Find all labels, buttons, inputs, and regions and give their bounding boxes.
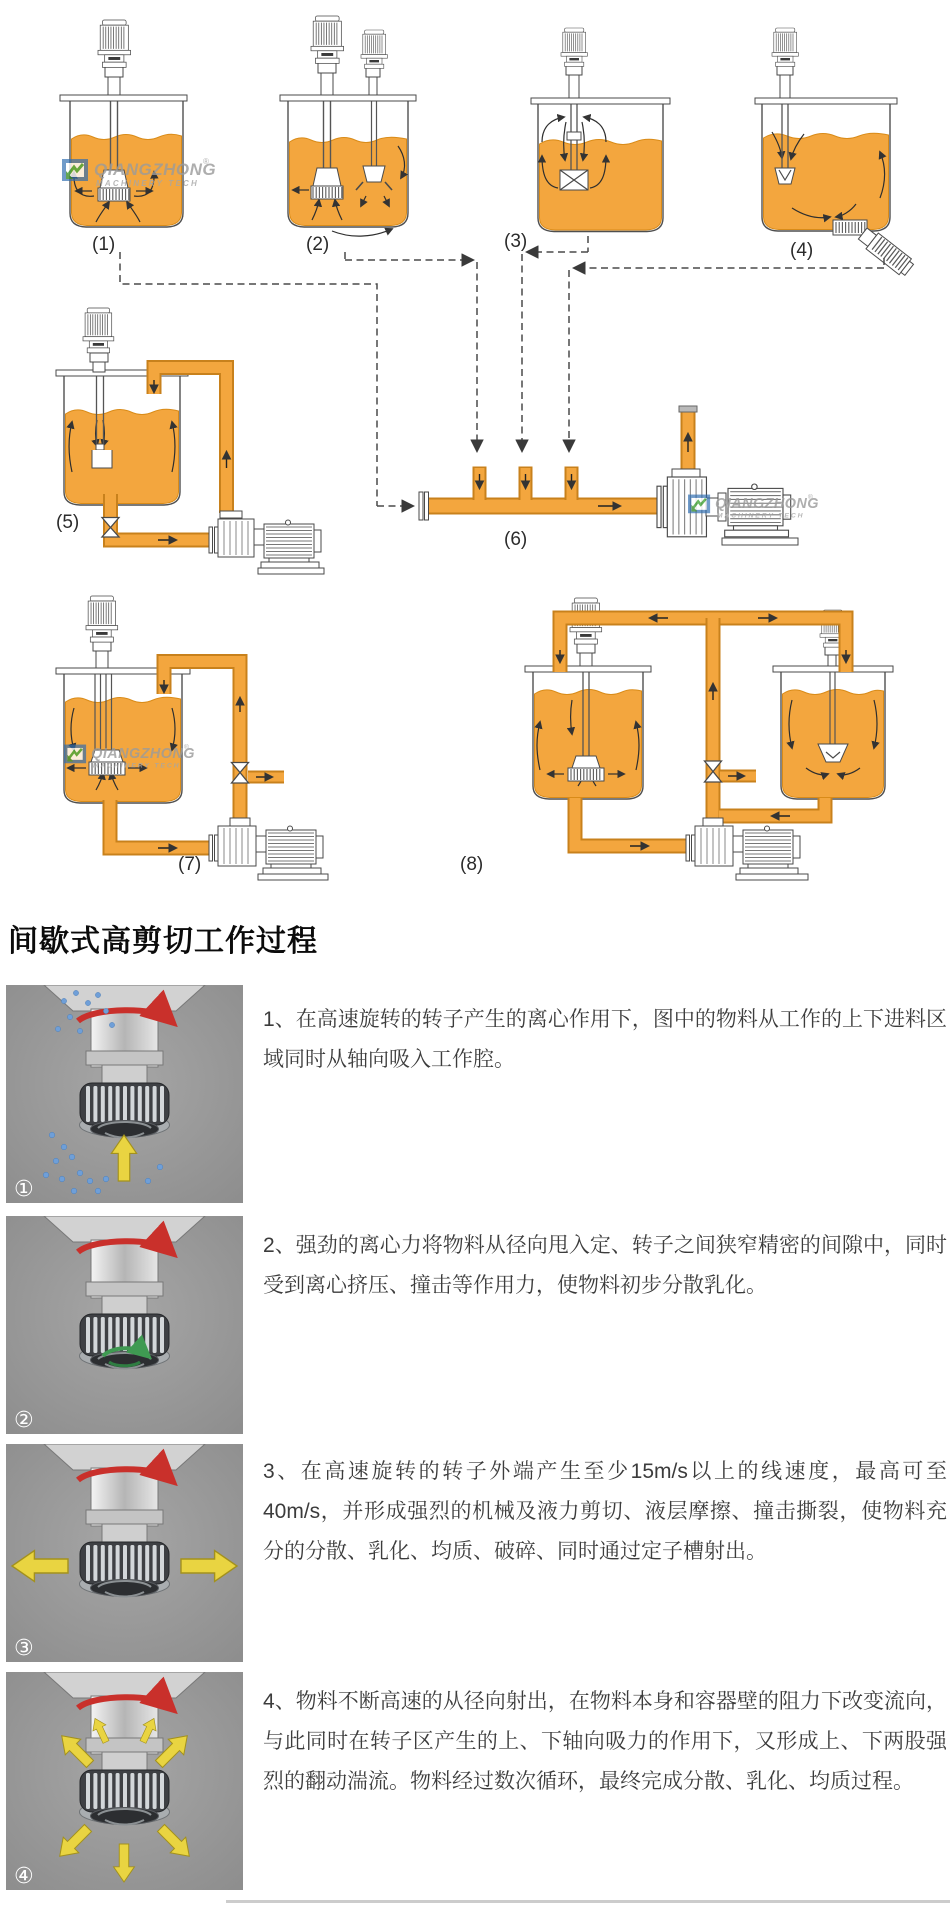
mixer-motor-5 xyxy=(83,308,114,353)
label-1: (1) xyxy=(92,234,116,255)
step-2-image xyxy=(6,1216,243,1434)
step-3-badge: ③ xyxy=(14,1636,34,1661)
tank-4-with-inline-homogenizer xyxy=(755,28,915,278)
label-4: (4) xyxy=(790,240,814,261)
system-8-two-tank-circulation xyxy=(525,598,893,880)
step-2-text: 2、强劲的离心力将物料从径向甩入定、转子之间狭窄精密的间隙中，同时受到离心挤压、撞击等作用力，使物料初步分散乳化。 xyxy=(263,1234,947,1297)
label-7: (7) xyxy=(178,854,202,875)
label-2: (2) xyxy=(306,234,330,255)
step-3-image xyxy=(6,1444,243,1662)
label-5: (5) xyxy=(56,512,80,533)
process-flow-diagram xyxy=(0,0,950,915)
step-4-image xyxy=(6,1672,243,1890)
system-7-circulation xyxy=(56,596,328,880)
system-5-circulation xyxy=(56,308,324,574)
tank-1-batch-emulsifier xyxy=(60,20,187,227)
label-8: (8) xyxy=(460,854,484,875)
pump-motor-7 xyxy=(263,826,323,874)
step-3-text: 3、在高速旋转的转子外端产生至少15m/s以上的线速度，最高可至40m/s，并形成强烈的机械及液力剪切、液层摩擦、撞击撕裂，使物料充分的分散、乳化、均质、破碎、同时通过定子槽射出。 xyxy=(263,1460,947,1563)
step-4-badge: ④ xyxy=(14,1864,34,1889)
tank-2-dual-mixer xyxy=(280,16,416,236)
shear-head-illustration xyxy=(6,1216,243,1434)
tank-3-agitator xyxy=(531,28,670,232)
mixer-motor-1 xyxy=(98,20,131,67)
mixer-motor-3 xyxy=(561,28,587,66)
pump-motor-5 xyxy=(261,520,321,568)
step-1-image xyxy=(6,985,243,1203)
step-1-badge: ① xyxy=(14,1177,34,1202)
dashed-connectors xyxy=(120,236,884,506)
label-3: (3) xyxy=(504,231,528,252)
section-title: 间歇式高剪切工作过程 xyxy=(8,925,318,958)
step-2-badge: ② xyxy=(14,1408,34,1433)
step-1-text: 1、在高速旋转的转子产生的离心作用下，图中的物料从工作的上下进料区域同时从轴向吸入工作腔。 xyxy=(263,1008,947,1071)
label-6: (6) xyxy=(504,529,528,550)
pump-motor-8 xyxy=(740,826,800,874)
shear-head-illustration xyxy=(6,1444,243,1662)
mixer-motor-2a xyxy=(311,16,344,63)
mixer-motor-7 xyxy=(86,596,118,642)
bottom-divider xyxy=(226,1900,950,1903)
step-4-text: 4、物料不断高速的从径向射出，在物料本身和容器壁的阻力下改变流向，与此同时在转子区产生的上、下轴向吸力的作用下，又形成上、下两股强烈的翻动湍流。物料经过数次循环，最终完成分散、乳化、均质过程。 xyxy=(263,1690,947,1793)
manifold-6-inline-pump xyxy=(419,406,798,545)
mixer-motor-2b xyxy=(361,30,387,68)
mixer-motor-4 xyxy=(772,28,798,66)
